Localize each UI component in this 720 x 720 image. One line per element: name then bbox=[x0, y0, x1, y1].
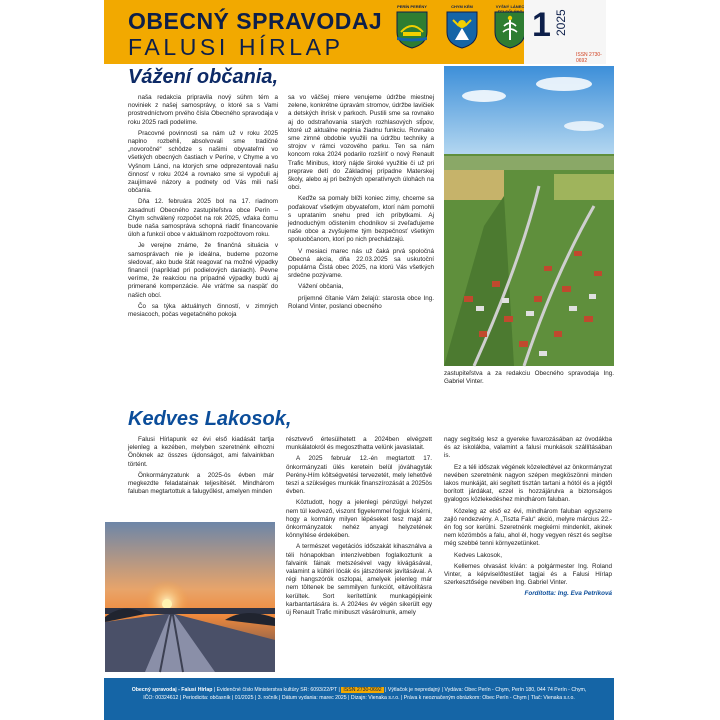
article-heading-sk: Vážení občania, bbox=[128, 66, 279, 88]
paragraph: nagy segítség lesz a gyereke fuvarozásában az óvodákba és az iskolákba, valamint a falusi munkások szállításában is. bbox=[444, 436, 612, 460]
paragraph: zastupiteľstva a za redakciu Obecného spravodaja Ing. Gabriel Vinter. bbox=[444, 370, 614, 386]
article-hu-column-1 bbox=[128, 436, 274, 520]
article-hu-column-2 bbox=[286, 436, 432, 672]
footer-details: IČO: 00324612 | Periodicita: občasník | 01/2025 | 3. ročník | Dátum vydania: marec 2025 | Dizajn: Vienaka s.r.o. | Práva k neoznačeným obrázkom: Obec Perín - Chym | Tlač: Vienaka s.r.o. bbox=[143, 695, 575, 702]
aerial-village-photo bbox=[444, 66, 614, 366]
crest-perin-icon bbox=[395, 10, 429, 50]
issue-number: 1 bbox=[532, 6, 551, 44]
issn-label: ISSN 2730-0692 bbox=[576, 52, 602, 64]
paragraph: Köztudott, hogy a jelenlegi pénzügyi helyzet nem túl kedvező, viszont figyelemmel fogjuk kísérni, hogy a kormány milyen lépéseket tesz majd az önkormányzatok nehéz anyagi helyzetének könnyítése érdekében. bbox=[286, 499, 432, 540]
translator-credit: Fordította: Ing. Eva Petríková bbox=[524, 590, 612, 598]
crest-chym-icon bbox=[445, 10, 479, 50]
paragraph: príjemné čítanie Vám želajú: starosta obce Ing. Roland Vinter, poslanci obecného bbox=[288, 294, 434, 310]
paragraph: Je verejne známe, že finančná situácia v samosprávach nie je ideálna, budeme pozorne sledovať, ako bude štát reagovať na možné výpadky financií (napríklad pri podielových daniach). Pevne veríme, že reakciou na prípadné výpadky budú aj primerané kompenzácie. Ale vráťme sa naspäť do našich obcí. bbox=[128, 242, 278, 299]
paragraph: Čo sa týka aktuálnych činností, v zimných mesiacoch, počas vegetačného pokoja bbox=[128, 302, 278, 319]
paragraph: Kellemes olvasást kíván: a polgármester Ing. Roland Vinter, a képviselőtestület tagjai és a Falusi Hírlap szerkesztősége nevében Ing. Gabriel Vinter. bbox=[444, 562, 612, 587]
paragraph: Vážení občania, bbox=[298, 283, 344, 291]
footer-publisher: | Výtlačok je nepredajný | Vydáva: Obec Perín - Chym, Perín 180, 044 74 Perín - Chym, bbox=[385, 687, 587, 693]
crest-lanec-icon bbox=[493, 10, 527, 50]
paragraph: résztvevő értesülhetett a 2024ben elvégzett munkálatokról és megoszthatta velünk javaslatait. bbox=[286, 436, 432, 452]
footer-registration: | Evidenčné číslo Ministerstva kultúry SR: 6093/22/PT | bbox=[213, 687, 340, 693]
crest-label: CHYM KÉM bbox=[451, 4, 473, 9]
paragraph: Pracovné povinnosti sa nám už v roku 2025 naplno rozbehli, absolvovali sme tradičné „novoročné“ schôdze s našimi obyvateľmi vo všetkých obecných častiach v Períne, v Chyme a vo Vyšnom Lánci, na ktorých sme odprezentovali našu činnosť v roku 2024 a rovnako sme si vypočuli aj zaujímavé názory a podnety od Vás mili naši občania. bbox=[128, 129, 278, 195]
paragraph: Keďže sa pomaly blíži koniec zimy, chceme sa poďakovať všetkým obyvateľom, ktorí nám pomohli s upratanim snehu pred ich príbytkami. Aj jednoduchým očistením chodníkov si zveľaďujeme naše obce a zvyšujeme tým bezpečnosť všetkým spoluobčanom, ktorí po nich prechádzajú. bbox=[288, 195, 434, 244]
paragraph: Falusi Hírlapunk ez évi első kiadását tartja jelenleg a kezében, melyben szeretnénk elhozni Önöknek az összes újdonságot, ami falvainkban történt. bbox=[128, 436, 274, 468]
masthead bbox=[104, 0, 606, 64]
article-sk-column-3 bbox=[444, 370, 614, 392]
footer-text bbox=[114, 686, 604, 703]
paragraph: Ez a téli időszak végének közeledtével az önkormányzat nevében szeretnénk nagyon szépen megköszönni minden lakos munkáját, aki segített tisztán tartani a hótól és a jégtől borított járdákat, ezzel is hozzájárulva a biztonságos gyalogos közlekedéshez mindhárom faluban. bbox=[444, 463, 612, 504]
article-sk-column-1 bbox=[128, 94, 278, 394]
article-sk-column-2 bbox=[288, 94, 434, 394]
issue-box bbox=[524, 0, 606, 64]
paragraph: naša redakcia pripravila nový súhrn tém a noviniek z našej samosprávy, o ktoré sa s Vami prostredníctvom prvého čísla Obecného spravodaja v roku 2025 radi podelíme. bbox=[128, 94, 278, 126]
crest-perin bbox=[392, 4, 432, 50]
crest-label: PERÍN PERÉNY bbox=[397, 4, 427, 9]
paragraph: V mesiaci marec nás už čaká prvá spoločná Obecná akcia, dňa 22.03.2025 sa uskutoční populárna Čistá obec 2025, na ktorú Vás všetkých srdečne pozývame. bbox=[288, 247, 434, 280]
crest-label: VYŠNÝ LÁNEC bbox=[495, 4, 525, 9]
footer-imprint bbox=[104, 678, 614, 720]
paragraph: A természet vegetációs időszakát kihasználva a téli hónapokban intenzívebben foglalkoztunk a falvaink fáinak metszésével vagy kivágásával, valamint a kültéri lócák és játszóterek javításával. A régi hangszórók oszlopai, amelyek jelenleg már nem töltenek be semmilyen funkciót, eltávolításra kerültek. Sort kerítettünk munkagépjeink karbantartására is. A 2024es év végén sikerült egy új Renault Trafic minibuszt vásárolnunk, amely bbox=[286, 543, 432, 617]
footer-publication-name: Obecný spravodaj - Falusi Hírlap bbox=[131, 687, 213, 693]
paragraph: sa vo väčšej miere venujeme údržbe miestnej zelene, konkrétne úpravám stromov, údržbe lavičiek a detských ihrísk v parkoch. Pustili sme sa rovnako aj do odstraňovania starých rozhlasových stĺpov, ktoré už aktuálne neplnia žiadnu funkciu. Rovnako sme zimné obdobie využili na údržbu techniky a strojov v rámci vozového parku. Ten sa nám koncom roka 2024 podarilo rozšíriť o nový Renault Trafic Minibus, ktorý nájde široké využitie či už pri preprave detí do Základnej prípadne Materskej školy, alebo aj pri bežných operatívnych úlohách na obci. bbox=[288, 94, 434, 192]
article-heading-hu: Kedves Lakosok, bbox=[128, 408, 292, 430]
article-hu-column-3 bbox=[444, 436, 612, 672]
issue-year: 2025 bbox=[554, 9, 568, 36]
paragraph: A 2025 február 12.-én megtartott 17. önkormányzati ülés keretein belül jóváhagyták Perény-Hím költségvetési tervezetét, mely lehetővé teszi a szükséges munkák finanszírozását a 2025ös évben. bbox=[286, 455, 432, 496]
crest-chym bbox=[442, 4, 482, 50]
masthead-title: OBECNÝ SPRAVODAJ bbox=[128, 8, 383, 34]
footer-issn: ISSN 2730-0692 bbox=[343, 687, 382, 693]
paragraph: Dňa 12. februára 2025 bol na 17. riadnom zasadnutí Obecného zastupiteľstva obce Perín – Chym schválený rozpočet na rok 2025, vďaka čomu bude naša samospráva schopná riadiť financovanie úloh a funkcií obce v aktuálnom rozpočtovom roku. bbox=[128, 198, 278, 239]
sunset-road-photo bbox=[105, 522, 275, 672]
paragraph: Kedves Lakosok, bbox=[454, 551, 502, 559]
paragraph: Közeleg az első ez évi, mindhárom faluban egyszerre zajló rendezvény. A „Tiszta Falu“ akció, melyre március 22.-én fog sor kerülni. Szeretnénk megkérni mindenkit, akinek nem közömbös a falu, ahol él, hogy vegyen részt és segítse még szebbé tenni környezetünket. bbox=[444, 507, 612, 548]
masthead-subtitle: FALUSI HÍRLAP bbox=[128, 34, 344, 60]
paragraph: Önkormányzatunk a 2025-ös évben már megkezdte feladatainak teljesítését. Mindhárom faluban megtartottuk a falugyűlést, amelyen minden bbox=[128, 471, 274, 496]
